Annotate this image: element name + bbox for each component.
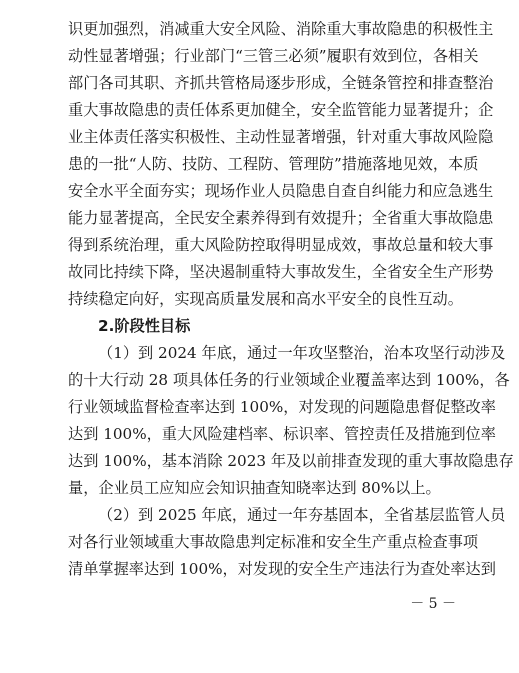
section-heading: 2.阶段性目标 (98, 317, 191, 335)
text-line: 故同比持续下降，坚决遏制重特大事故发生，全省安全生产形势 (68, 263, 494, 281)
text-line: 部门各司其职、齐抓共管格局逐步形成，全链条管控和排查整治 (68, 74, 494, 92)
text-line: 持续稳定向好，实现高质量发展和高水平安全的良性互动。 (68, 290, 463, 308)
text-line: 清单掌握率达到 100%，对发现的安全生产违法行为查处率达到 (68, 560, 496, 578)
text-line: 对各行业领域重大事故隐患判定标准和安全生产重点检查事项 (68, 533, 479, 551)
text-line: 能力显著提高，全民安全素养得到有效提升；全省重大事故隐患 (68, 209, 494, 227)
text-line: 重大事故隐患的责任体系更加健全，安全监管能力显著提升；企 (68, 101, 494, 119)
text-line: 动性显著增强；行业部门“三管三必须”履职有效到位，各相关 (68, 47, 479, 65)
text-line: 业主体责任落实积极性、主动性显著增强，针对重大事故风险隐 (68, 128, 494, 146)
text-line: 达到 100%，重大风险建档率、标识率、管控责任及措施到位率 (68, 425, 496, 443)
text-line: 安全水平全面夯实；现场作业人员隐患自查自纠能力和应急逃生 (68, 182, 494, 200)
text-line: 得到系统治理，重大风险防控取得明显成效，事故总量和较大事 (68, 236, 494, 254)
page-number: － 5 － (410, 596, 456, 612)
text-line: 达到 100%，基本消除 2023 年及以前排查发现的重大事故隐患存 (68, 452, 514, 470)
text-line: （1）到 2024 年底，通过一年攻坚整治，治本攻坚行动涉及 (98, 344, 506, 362)
text-line: 行业领域监督检查率达到 100%，对发现的问题隐患督促整改率 (68, 398, 496, 416)
text-line: 识更加强烈，消减重大安全风险、消除重大事故隐患的积极性主 (68, 20, 494, 38)
text-line: 的十大行动 28 项具体任务的行业领域企业覆盖率达到 100%，各 (68, 371, 510, 389)
text-line: 量，企业员工应知应会知识抽查知晓率达到 80%以上。 (68, 479, 441, 497)
text-line: 患的一批“人防、技防、工程防、管理防”措施落地见效，本质 (68, 155, 479, 173)
text-line: （2）到 2025 年底，通过一年夯基固本，全省基层监管人员 (98, 506, 506, 524)
